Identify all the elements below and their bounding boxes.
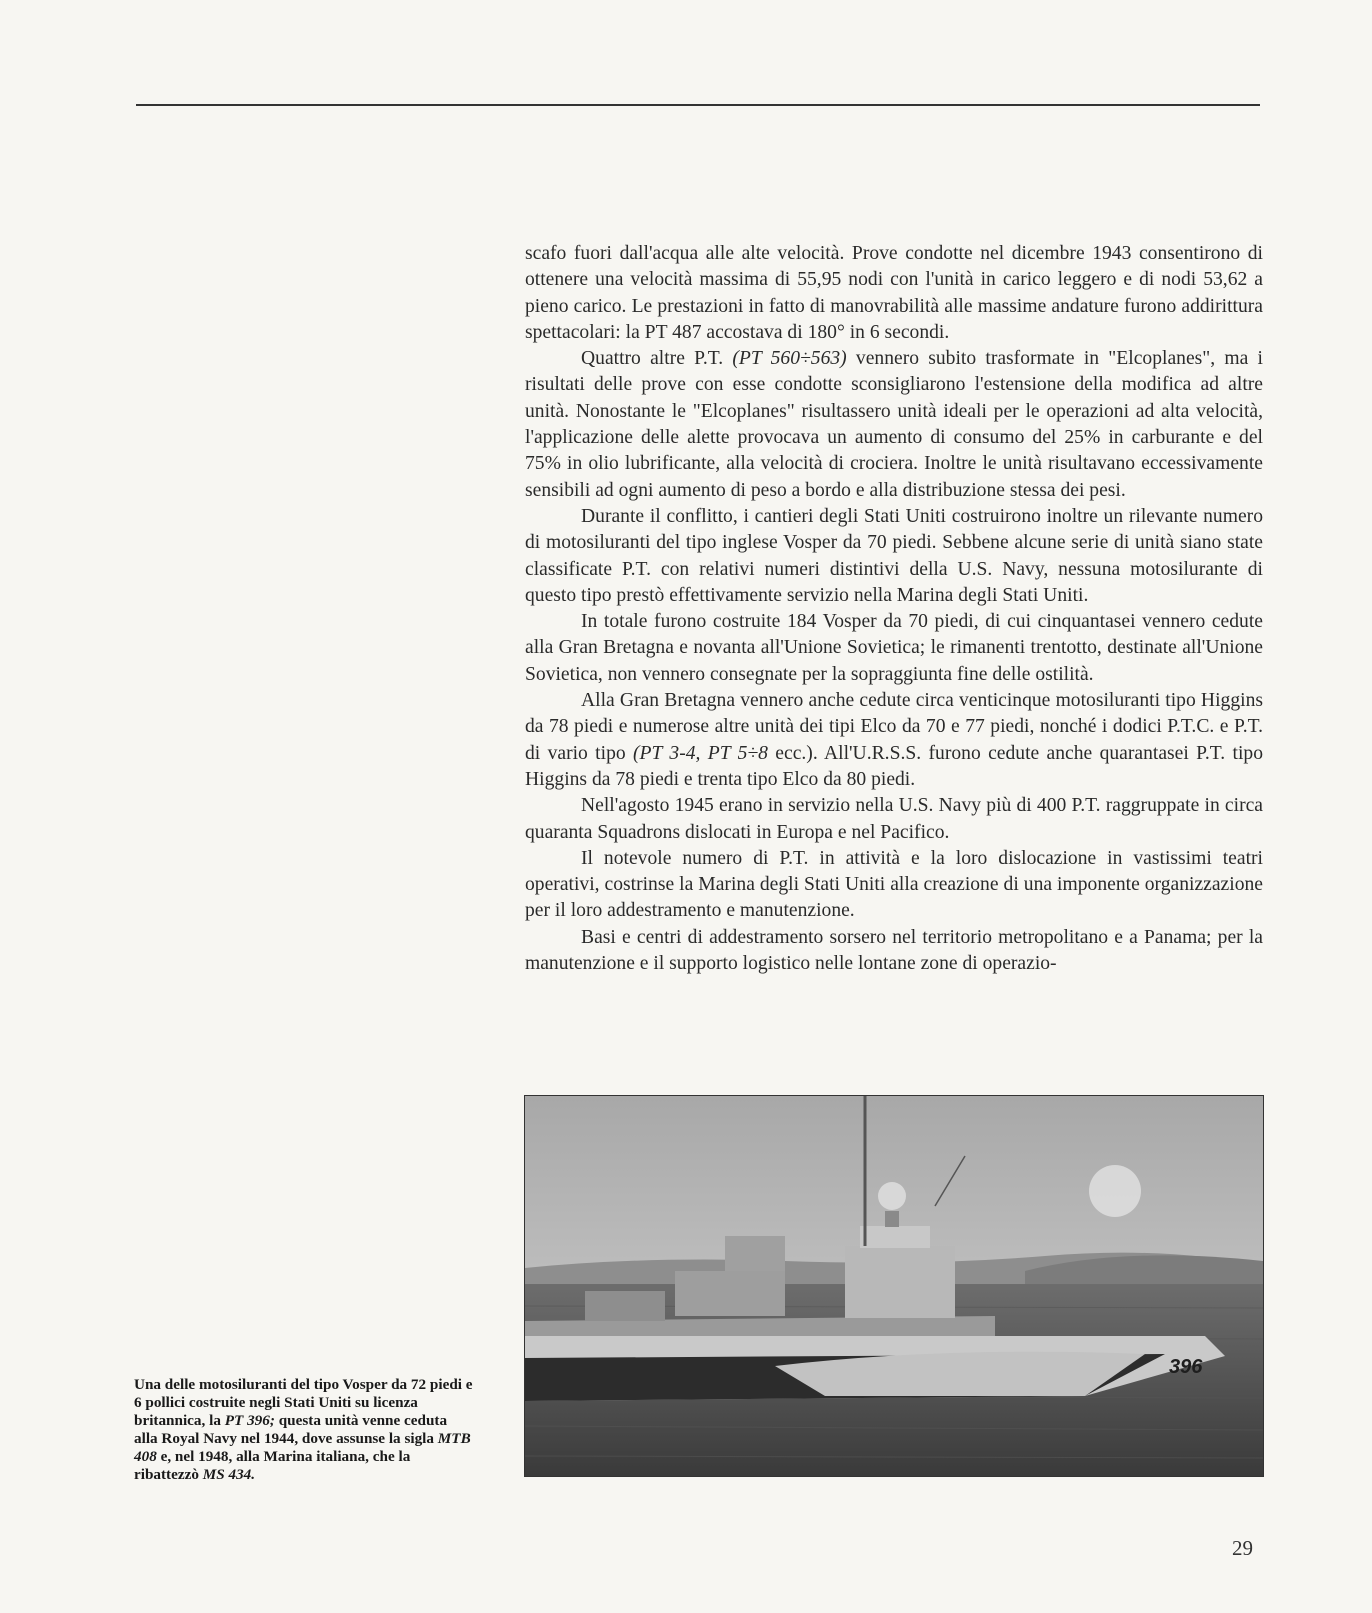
paragraph: Il notevole numero di P.T. in attività e la loro dislocazione in vastissimi teatri operativi, costrinse la Marina degli Stati Uniti alla creazione di una imponente organizzazione per il loro addestramento e manutenzione. — [525, 847, 1263, 922]
paragraph: Durante il conflitto, i cantieri degli Stati Uniti costruirono inoltre un rilevante numero di motosiluranti del tipo inglese Vosper da 70 piedi. Sebbene alcune serie di unità siano state classificate P.T. con relativi numeri distintivi della U.S. Navy, nessuna motosilurante di questo tipo prestò effettivamente servizio nella Marina degli Stati Uniti. — [525, 505, 1263, 606]
paragraph: Alla Gran Bretagna vennero anche cedute circa venticinque motosiluranti tipo Higgins da 78 piedi e numerose altre unità dei tipi Elco da 70 e 77 piedi, nonché i dodici P.T.C. e P.T. di vario tipo (PT 3-4, PT 5÷8 ecc.). All'U.R.S.S. furono cedute anche quarantasei P.T. tipo Higgins da 78 piedi e trenta tipo Elco da 80 piedi. — [525, 690, 1263, 790]
body-text — [525, 241, 1263, 977]
photo-caption: Una delle motosiluranti del tipo Vosper da 72 piedi e 6 pollici costruite negli Stati Uniti su licenza britannica, la PT 396; questa unità venne ceduta alla Royal Navy nel 1944, dove assunse la sigla MTB 408 e, nel 1948, alla Marina italiana, che la ribattezzò MS 434. — [134, 1376, 473, 1483]
paragraph: scafo fuori dall'acqua alle alte velocità. Prove condotte nel dicembre 1943 consentirono di ottenere una velocità massima di 55,95 nodi con l'unità in carico leggero e di nodi 53,62 a pieno carico. Le prestazioni in fatto di manovrabilità alle massime andature furono addirittura spettacolari: la PT 487 accostava di 180° in 6 secondi. — [525, 243, 1263, 343]
boat-photo-image — [525, 1096, 1263, 1476]
page-number: 29 — [1232, 1536, 1253, 1560]
paragraph: In totale furono costruite 184 Vosper da 70 piedi, di cui cinquantasei vennero cedute alla Gran Bretagna e novanta all'Unione Sovietica; le rimanenti trentotto, destinate all'Unione Sovietica, non vennero consegnate per la sopraggiunta fine delle ostilità. — [525, 611, 1263, 685]
paragraph: Basi e centri di addestramento sorsero nel territorio metropolitano e a Panama; per la manutenzione e il supporto logistico nelle lontane zone di operazio- — [525, 926, 1263, 975]
header-rule — [136, 104, 1260, 106]
boat-photo — [524, 1095, 1264, 1477]
paragraph: Nell'agosto 1945 erano in servizio nella U.S. Navy più di 400 P.T. raggruppate in circa quaranta Squadrons dislocati in Europa e nel Pacifico. — [525, 795, 1263, 843]
paragraph: Quattro altre P.T. (PT 560÷563) vennero subito trasformate in "Elcoplanes", ma i risultati delle prove con esse condotte sconsigliarono l'estensione della modifica ad altre unità. Nonostante le "Elcoplanes" risultassero unità ideali per le operazioni ad alta velocità, l'applicazione delle alette provocava un aumento di consumo del 25% in carburante e del 75% in olio lubrificante, alla velocità di crociera. Inoltre le unità risultavano eccessivamente sensibili ad ogni aumento di peso a bordo e alla distribuzione stessa dei pesi. — [525, 348, 1263, 501]
hull-number: 396 — [1169, 1356, 1203, 1378]
